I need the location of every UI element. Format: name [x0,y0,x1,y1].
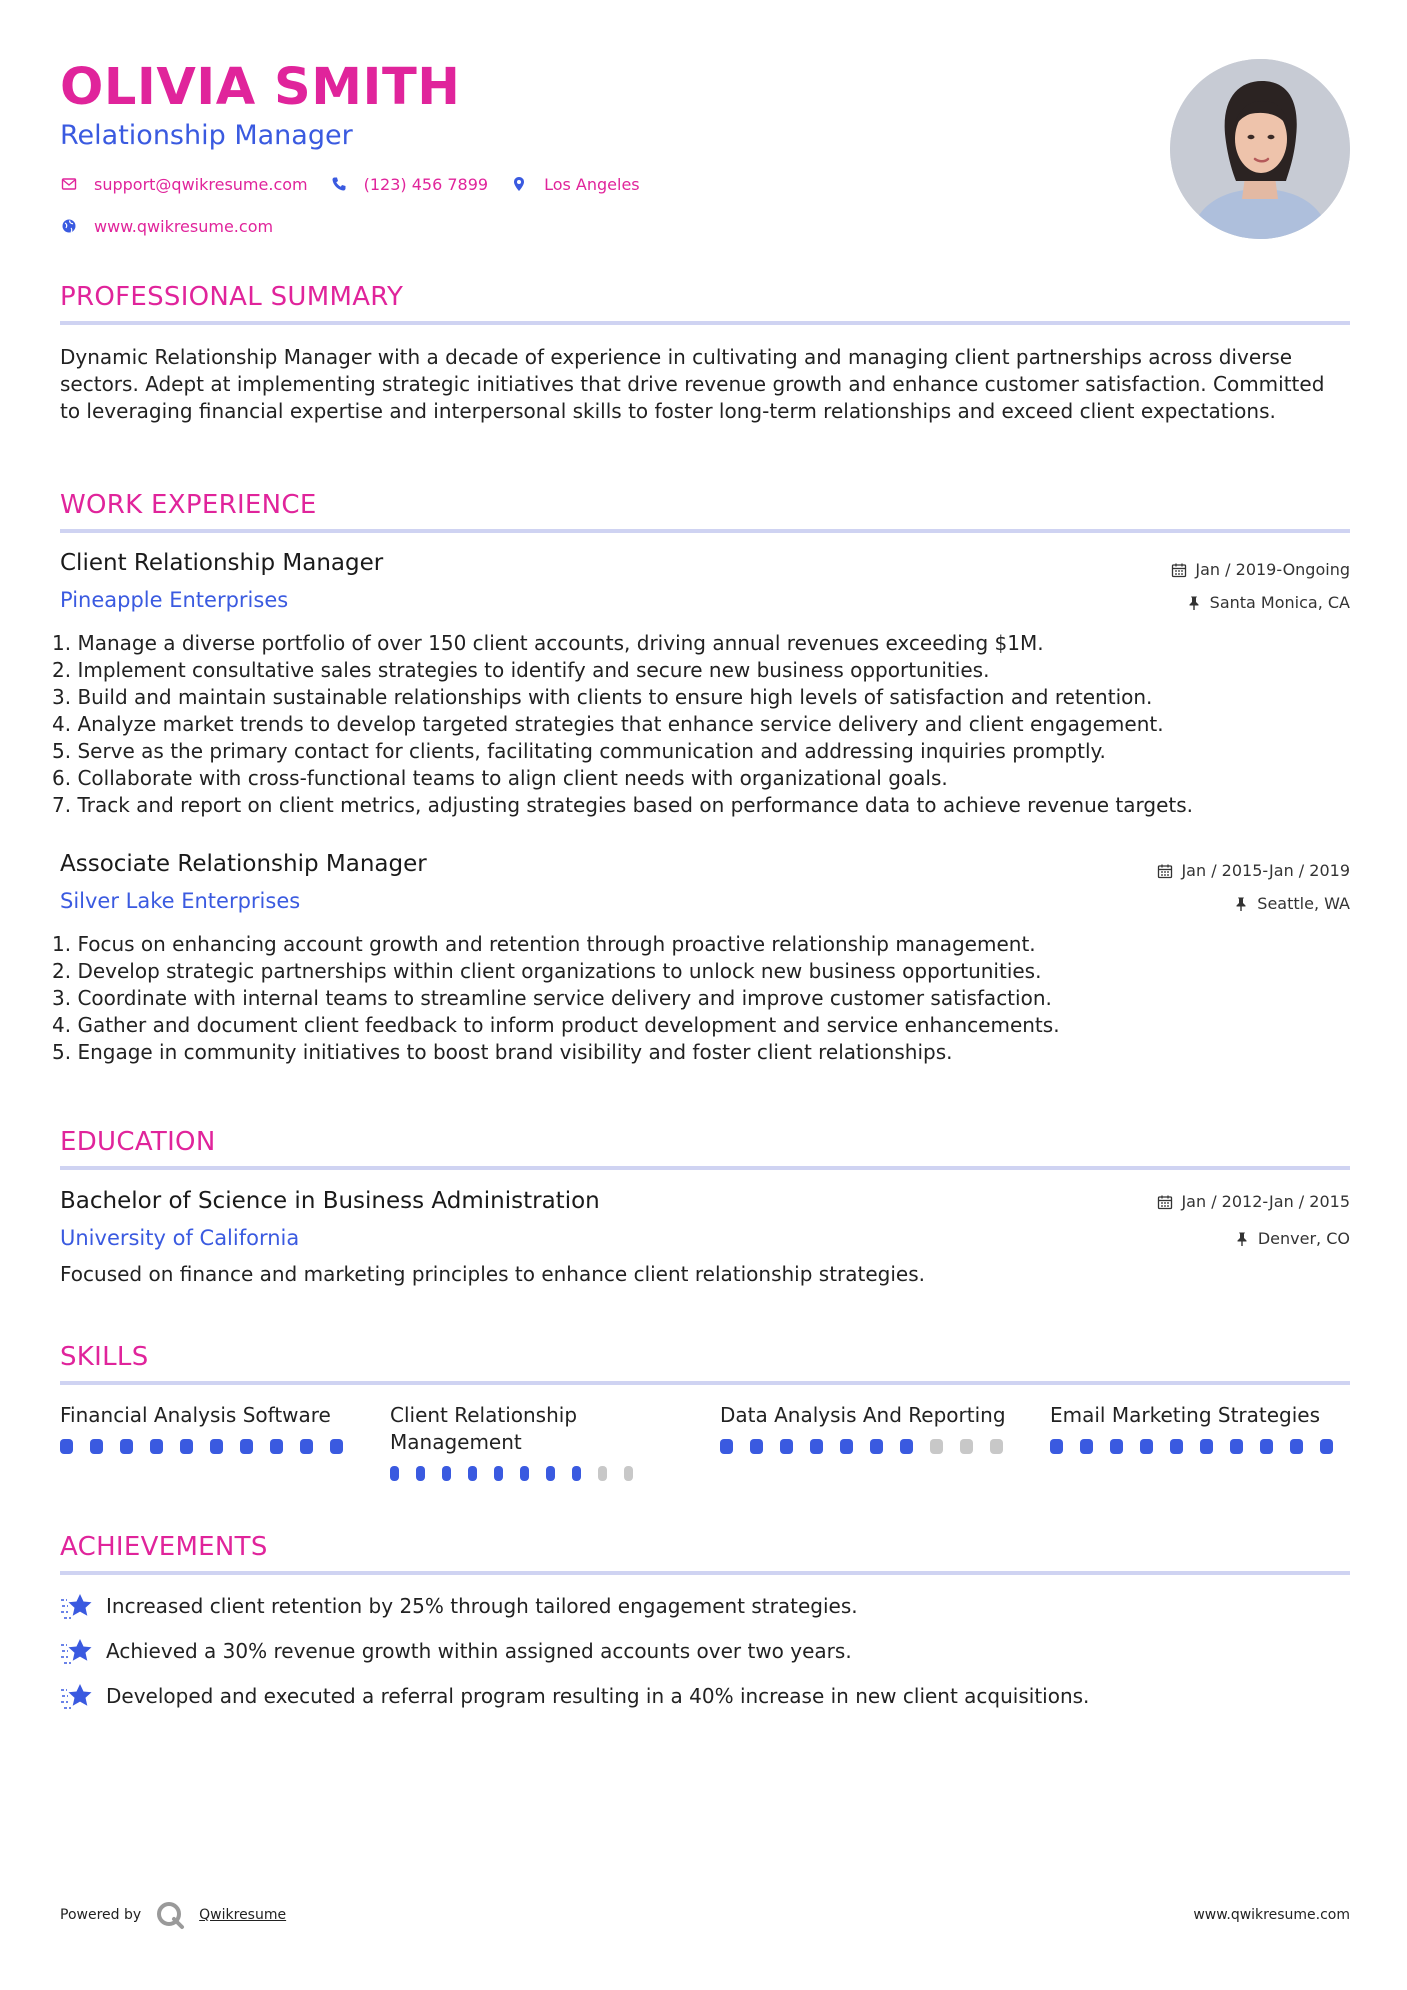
skill-name: Email Marketing Strategies [1050,1403,1321,1427]
candidate-role: Relationship Manager [60,120,353,151]
section-divider [60,1571,1350,1575]
job-title: Associate Relationship Manager [60,851,427,877]
qwikresume-logo-icon [155,1900,185,1930]
rating-dot-empty [960,1439,973,1454]
calendar-icon [1157,863,1173,879]
section-divider [60,321,1350,325]
job-location-text: Seattle, WA [1257,894,1350,913]
section-divider [60,529,1350,533]
qwikresume-link[interactable]: Qwikresume [199,1907,287,1923]
calendar-icon [1157,1194,1173,1210]
footer-powered-by [60,1900,286,1930]
location-contact [510,175,640,194]
pushpin-icon [1233,896,1249,912]
rating-dot-filled [1080,1439,1093,1454]
rating-dot-filled [390,1466,399,1481]
rating-dot-filled [810,1439,823,1454]
location-text: Los Angeles [544,174,640,194]
rating-dot-filled [572,1466,581,1481]
phone-icon [330,175,348,193]
calendar-icon [1171,562,1187,578]
skill-item [720,1402,1020,1454]
section-divider [60,1166,1350,1170]
rating-dot-filled [1260,1439,1273,1454]
education-dates-text: Jan / 2012-Jan / 2015 [1181,1192,1350,1211]
degree-title: Bachelor of Science in Business Administration [60,1188,600,1214]
rating-dot-filled [150,1439,163,1454]
rating-dot-filled [720,1439,733,1454]
education-heading: EDUCATION [60,1127,216,1157]
experience-heading: WORK EXPERIENCE [60,490,317,520]
contact-info [60,172,662,238]
website-text: www.qwikresume.com [94,216,274,236]
rating-dot-filled [1110,1439,1123,1454]
job-responsibilities [52,931,1352,1066]
rating-dot-filled [270,1439,283,1454]
rating-dot-filled [750,1439,763,1454]
skill-name: Financial Analysis Software [60,1403,331,1427]
email-contact[interactable] [60,175,308,194]
list-item: 5. Engage in community initiatives to boost brand visibility and foster client relationships. [52,1040,953,1064]
achievement-text: Achieved a 30% revenue growth within assigned accounts over two years. [106,1639,852,1663]
skill-rating [390,1466,650,1481]
candidate-name: OLIVIA SMITH [60,58,461,117]
envelope-icon [60,175,78,193]
skill-item [390,1402,650,1481]
pushpin-icon [1186,595,1202,611]
rating-dot-empty [930,1439,943,1454]
rating-dot-filled [240,1439,253,1454]
rating-dot-empty [990,1439,1003,1454]
job-location [1233,894,1350,913]
job-location [1186,593,1350,612]
star-icon [60,1636,94,1666]
achievement-text: Increased client retention by 25% through tailored engagement strategies. [106,1594,858,1618]
rating-dot-filled [468,1466,477,1481]
achievement-text: Developed and executed a referral program resulting in a 40% increase in new client acquisitions. [106,1684,1090,1708]
list-item: 1. Focus on enhancing account growth and retention through proactive relationship management. [52,932,1036,956]
rating-dot-filled [520,1466,529,1481]
rating-dot-filled [840,1439,853,1454]
job-responsibilities [52,630,1352,819]
list-item: 2. Develop strategic partnerships within client organizations to unlock new business opportunities. [52,959,1042,983]
achievement-item [60,1591,858,1621]
pushpin-icon [1234,1231,1250,1247]
skill-rating [1050,1439,1350,1454]
rating-dot-filled [60,1439,73,1454]
job-dates [1171,560,1350,579]
list-item: 4. Analyze market trends to develop targeted strategies that enhance service delivery and client engagement. [52,712,1164,736]
achievement-item [60,1681,1089,1711]
summary-text: Dynamic Relationship Manager with a decade of experience in cultivating and managing client partnerships across diverse sectors. Adept at implementing strategic initiatives that drive revenue growth and enhance customer satisfaction. Committed to leveraging financial expertise and interpersonal skills to foster long-term relationships and exceed client expectations. [60,345,1325,423]
skill-item [60,1402,360,1454]
phone-contact[interactable] [330,175,488,194]
website-contact[interactable] [60,217,273,236]
rating-dot-filled [90,1439,103,1454]
rating-dot-filled [1290,1439,1303,1454]
education-location-text: Denver, CO [1257,1229,1350,1248]
map-pin-icon [510,175,528,193]
rating-dot-filled [210,1439,223,1454]
company-name: Pineapple Enterprises [60,588,289,612]
skill-rating [60,1439,360,1454]
list-item: 3. Coordinate with internal teams to streamline service delivery and improve customer satisfaction. [52,986,1052,1010]
rating-dot-filled [780,1439,793,1454]
footer-website[interactable]: www.qwikresume.com [1193,1907,1350,1923]
list-item: 4. Gather and document client feedback to inform product development and service enhancements. [52,1013,1060,1037]
profile-photo [1170,59,1350,239]
rating-dot-empty [624,1466,633,1481]
list-item: 1. Manage a diverse portfolio of over 150 client accounts, driving annual revenues exceeding $1M. [52,631,1044,655]
skill-name: Data Analysis And Reporting [720,1403,1006,1427]
star-icon [60,1591,94,1621]
rating-dot-filled [1230,1439,1243,1454]
achievement-item [60,1636,852,1666]
job-location-text: Santa Monica, CA [1209,593,1350,612]
rating-dot-filled [416,1466,425,1481]
list-item: 2. Implement consultative sales strategies to identify and secure new business opportunities. [52,658,990,682]
job-title: Client Relationship Manager [60,550,384,576]
rating-dot-filled [1200,1439,1213,1454]
globe-icon [60,217,78,235]
powered-by-label: Powered by [60,1907,142,1923]
list-item: 7. Track and report on client metrics, adjusting strategies based on performance data to achieve revenue targets. [52,793,1194,817]
skill-rating [720,1439,1020,1454]
email-text: support@qwikresume.com [94,174,308,194]
star-icon [60,1681,94,1711]
summary-heading: PROFESSIONAL SUMMARY [60,282,404,312]
rating-dot-filled [442,1466,451,1481]
education-dates [1157,1192,1350,1211]
job-dates-text: Jan / 2015-Jan / 2019 [1181,861,1350,880]
rating-dot-filled [494,1466,503,1481]
achievements-heading: ACHIEVEMENTS [60,1532,268,1562]
resume-page [52,0,1350,1990]
list-item: 3. Build and maintain sustainable relationships with clients to ensure high levels of satisfaction and retention. [52,685,1153,709]
list-item: 6. Collaborate with cross-functional teams to align client needs with organizational goals. [52,766,948,790]
job-dates-text: Jan / 2019-Ongoing [1195,560,1350,579]
phone-text: (123) 456 7899 [363,174,489,194]
rating-dot-filled [300,1439,313,1454]
rating-dot-filled [870,1439,883,1454]
school-name: University of California [60,1226,300,1250]
rating-dot-filled [546,1466,555,1481]
list-item: 5. Serve as the primary contact for clients, facilitating communication and addressing inquiries promptly. [52,739,1106,763]
rating-dot-filled [120,1439,133,1454]
education-description: Focused on finance and marketing principles to enhance client relationship strategies. [60,1262,925,1286]
rating-dot-filled [1320,1439,1333,1454]
rating-dot-filled [1170,1439,1183,1454]
rating-dot-filled [180,1439,193,1454]
rating-dot-filled [1140,1439,1153,1454]
job-dates [1157,861,1350,880]
company-name: Silver Lake Enterprises [60,889,301,913]
rating-dot-filled [330,1439,343,1454]
skills-heading: SKILLS [60,1342,149,1372]
rating-dot-filled [900,1439,913,1454]
skill-item [1050,1402,1350,1454]
rating-dot-empty [598,1466,607,1481]
rating-dot-filled [1050,1439,1063,1454]
education-location [1234,1229,1350,1248]
skill-name: Client Relationship Management [390,1403,578,1454]
section-divider [60,1381,1350,1385]
